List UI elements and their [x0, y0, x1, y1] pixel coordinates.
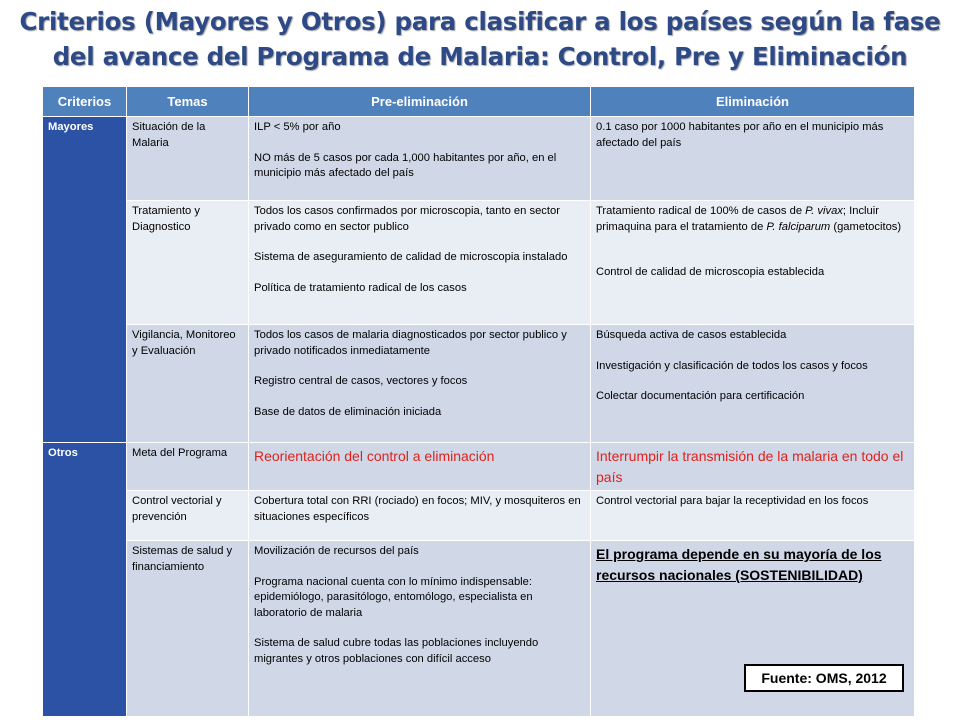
elim-species: P. falciparum: [766, 220, 831, 233]
pre-text: ILP < 5% por año: [254, 121, 341, 133]
pre-cell: [249, 541, 591, 717]
elim-text-part: ; Incluir primaquina para el tratamiento de: [596, 205, 879, 233]
source-note: Fuente: OMS, 2012: [744, 664, 904, 692]
pre-cell: [249, 443, 591, 491]
table-row: [43, 201, 915, 325]
elim-text: Interrumpir la transmisión de la malaria en todo el país: [596, 448, 904, 485]
elim-cell: [591, 117, 915, 201]
pre-cell: [249, 201, 591, 325]
elim-cell: [591, 491, 915, 541]
elim-cell: [591, 325, 915, 443]
elim-text-part: Tratamiento radical de 100% de casos de: [596, 205, 806, 217]
pre-text: Reorientación del control a eliminación: [254, 448, 495, 464]
tema-cell: Sistemas de salud y financiamiento: [127, 541, 249, 717]
pre-text: Registro central de casos, vectores y focos: [254, 375, 468, 387]
criteria-table: [42, 86, 915, 717]
pre-text: Sistema de salud cubre todas las poblaciones incluyendo migrantes y otros poblaciones con difícil acceso: [254, 637, 539, 665]
header-criterios: Criterios: [43, 87, 127, 117]
pre-text: Movilización de recursos del país: [254, 545, 419, 557]
pre-text: Cobertura total con RRI (rociado) en focos; MIV, y mosquiteros en situaciones específicos: [254, 495, 581, 523]
title-line-2: del avance del Programa de Malaria: Control, Pre y Eliminación: [52, 42, 908, 71]
elim-text: [596, 204, 910, 235]
elim-text: 0.1 caso por 1000 habitantes por año en el municipio más afectado del país: [596, 121, 884, 149]
pre-text: Sistema de aseguramiento de calidad de microscopia instalado: [254, 251, 568, 263]
pre-cell: [249, 117, 591, 201]
title-line-1: Criterios (Mayores y Otros) para clasificar a los países según la fase: [19, 7, 941, 36]
elim-text-part: (gametocitos): [830, 220, 902, 233]
elim-species: P. vivax: [805, 205, 843, 217]
criterion-otros: Otros: [43, 443, 127, 717]
pre-text: Programa nacional cuenta con lo mínimo indispensable: epidemiólogo, parasitólogo, entomólogo, especialista en laboratorio de malaria: [254, 575, 533, 619]
pre-text: Todos los casos de malaria diagnosticados por sector publico y privado notificados inmediatamente: [254, 329, 567, 357]
pre-text: Política de tratamiento radical de los casos: [254, 281, 467, 294]
table-row: [43, 325, 915, 443]
table-row: [43, 443, 915, 491]
elim-text: Control de calidad de microscopia establecida: [596, 266, 825, 278]
header-pre-eliminacion: Pre-eliminación: [249, 87, 591, 117]
tema-cell: Vigilancia, Monitoreo y Evaluación: [127, 325, 249, 443]
pre-cell: [249, 325, 591, 443]
pre-cell: [249, 491, 591, 541]
criterion-mayores: Mayores: [43, 117, 127, 443]
elim-text: Control vectorial para bajar la receptividad en los focos: [596, 495, 869, 507]
tema-cell: Meta del Programa: [127, 443, 249, 491]
table-row: [43, 491, 915, 541]
elim-text: Colectar documentación para certificación: [596, 390, 805, 402]
elim-cell: [591, 201, 915, 325]
tema-cell: Tratamiento y Diagnostico: [127, 201, 249, 325]
table-row: [43, 117, 915, 201]
pre-text: Base de datos de eliminación iniciada: [254, 405, 442, 418]
tema-cell: Control vectorial y prevención: [127, 491, 249, 541]
elim-text: El programa depende en su mayoría de los recursos nacionales (SOSTENIBILIDAD): [596, 546, 882, 583]
elim-text: Investigación y clasificación de todos los casos y focos: [596, 359, 868, 372]
pre-text: NO más de 5 casos por cada 1,000 habitantes por año, en el municipio más afectado del país: [254, 151, 557, 179]
header-temas: Temas: [127, 87, 249, 117]
header-eliminacion: Eliminación: [591, 87, 915, 117]
pre-text: Todos los casos confirmados por microscopia, tanto en sector privado como en sector publico: [254, 205, 560, 233]
table-header-row: [43, 87, 915, 117]
page-title: [0, 4, 960, 86]
tema-cell: Situación de la Malaria: [127, 117, 249, 201]
elim-text: Búsqueda activa de casos establecida: [596, 329, 787, 341]
elim-cell: [591, 443, 915, 491]
